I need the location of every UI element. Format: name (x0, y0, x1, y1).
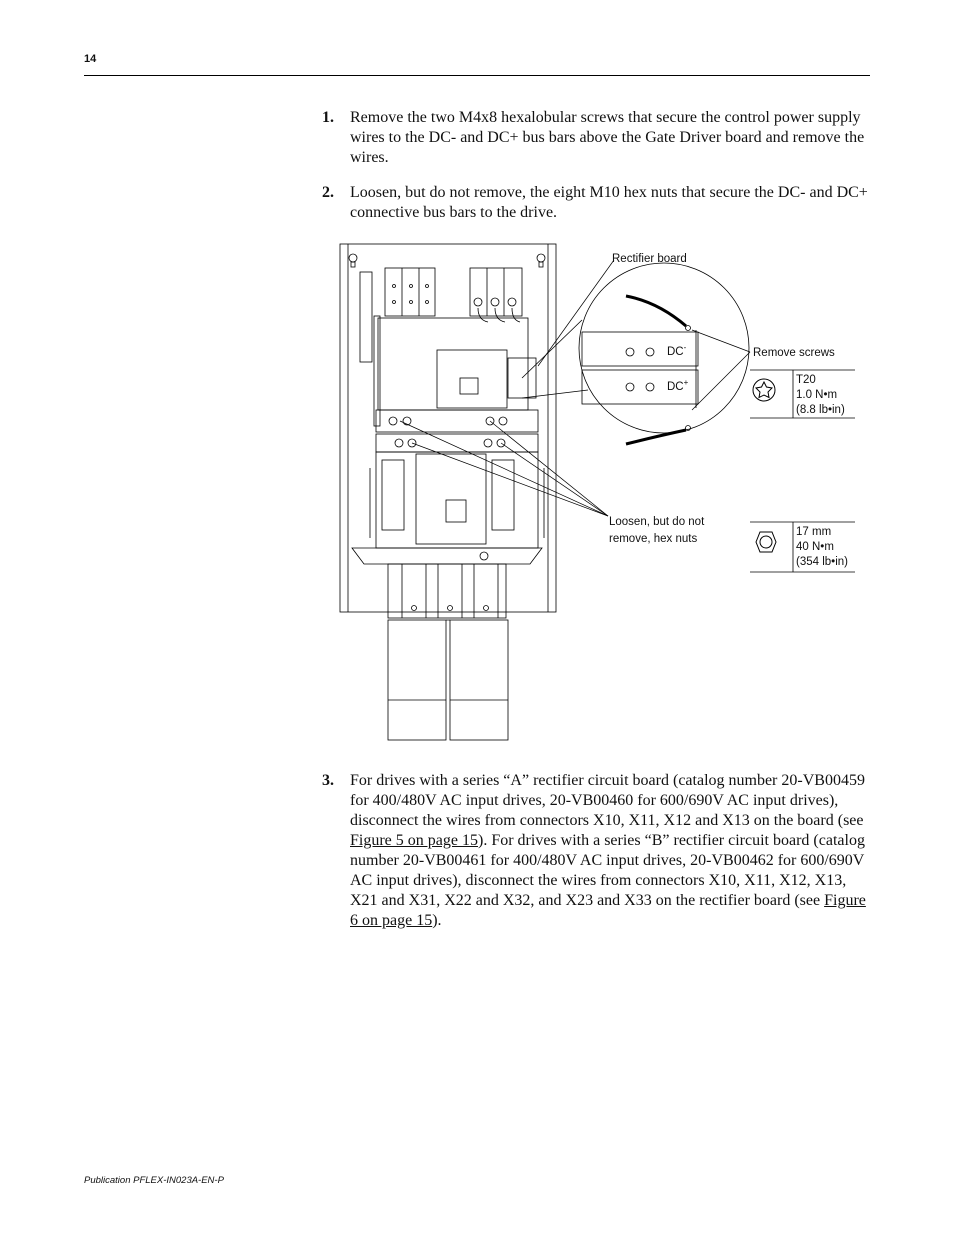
hex-nuts-label-line2: remove, hex nuts (609, 533, 698, 545)
torx-spec-box (750, 370, 855, 418)
hex-torque-nm: 40 N•m (796, 541, 834, 553)
torx-torque-lbin: (8.8 lb•in) (796, 404, 845, 416)
step-number: 3. (322, 772, 334, 789)
step-text: Loosen, but do not remove, the eight M10 hex nuts that secure the DC- and DC+ connective bus bars to the drive. (350, 184, 868, 221)
torx-torque-nm: 1.0 N•m (796, 389, 838, 401)
step-text (350, 771, 872, 931)
hex-nut-icon (756, 532, 776, 552)
header-rule (84, 75, 870, 76)
drive-figure (330, 238, 870, 746)
step-1 (322, 108, 872, 168)
step-text: Remove the two M4x8 hexalobular screws that secure the control power supply wires to the DC- and DC+ bus bars above the Gate Driver board and remove the wires. (350, 109, 865, 166)
hex-torque-lbin: (354 lb•in) (796, 556, 848, 568)
page-number: 14 (84, 53, 97, 65)
step-text-part: ). For drives with a series “B” rectifier circuit board (catalog number 20-VB00461 for 400/480V AC input drives, 20-VB00462 for 600/690V AC input drives), disconnect the wires from connectors X10, X11, X12, X13, X21 and X31, X22 and X32, and X23 and X33 on the rectifier board (see (350, 832, 865, 909)
dc-minus-label: DC- (667, 343, 687, 358)
step-3 (322, 771, 872, 931)
hex-socket-size: 17 mm (796, 526, 832, 538)
leader-lines (400, 260, 750, 516)
hex-nuts-label-line1: Loosen, but do not (609, 516, 705, 528)
step-number: 2. (322, 184, 334, 201)
drive-diagram (330, 238, 870, 746)
hex-spec-box (750, 522, 855, 572)
publication-footer: Publication PFLEX-IN023A-EN-P (84, 1175, 224, 1186)
remove-screws-label: Remove screws (753, 347, 835, 359)
step-text-part: ). (432, 912, 442, 929)
step-text-part: For drives with a series “A” rectifier circuit board (catalog number 20-VB00459 for 400/480V AC input drives, 20-VB00460 for 600/690V AC input drives), disconnect the wires from connectors X10, X11, X12 and X13 on the board (see (350, 772, 865, 829)
torx-icon (753, 379, 775, 401)
step-2 (322, 183, 872, 223)
figure-5-link[interactable]: Figure 5 on page 15 (350, 832, 478, 849)
drive-chassis (340, 244, 556, 740)
figure-6-link[interactable]: Figure 6 on page 15 (350, 892, 866, 929)
dc-plus-label: DC+ (667, 378, 689, 393)
torx-bit-size: T20 (796, 374, 816, 386)
step-number: 1. (322, 109, 334, 126)
rectifier-board-label: Rectifier board (612, 253, 687, 265)
